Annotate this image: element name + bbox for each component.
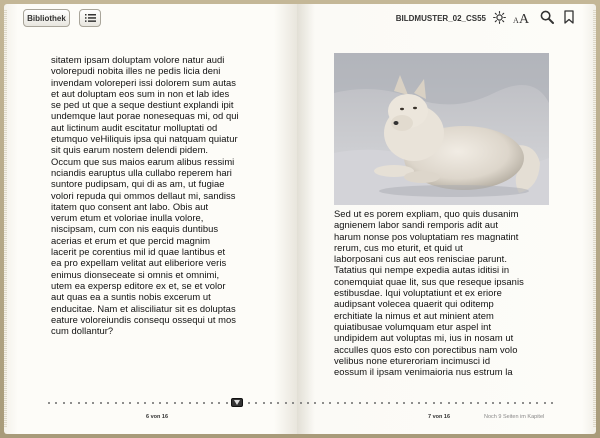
scrubber-dot[interactable]: [455, 402, 457, 404]
scrubber-dot[interactable]: [396, 402, 398, 404]
pages-left-in-chapter: Noch 9 Seiten im Kapitel: [484, 414, 545, 420]
scrubber-dot[interactable]: [470, 402, 472, 404]
scrubber-dot[interactable]: [248, 402, 250, 404]
scrubber-dot[interactable]: [63, 402, 65, 404]
table-of-contents-button[interactable]: [79, 9, 101, 27]
scrubber-dot[interactable]: [152, 402, 154, 404]
text-size-icon[interactable]: [513, 9, 533, 30]
scrubber-dot[interactable]: [300, 402, 302, 404]
scrubber-dot[interactable]: [359, 402, 361, 404]
bookmark-icon[interactable]: [564, 10, 574, 29]
scrubber-dot[interactable]: [85, 402, 87, 404]
scrubber-dot[interactable]: [381, 402, 383, 404]
library-button-label: Bibliothek: [27, 13, 66, 23]
book-title: BILDMUSTER_02_CS55: [395, 14, 486, 23]
sun-icon[interactable]: [493, 11, 506, 29]
svg-text:A: A: [513, 16, 519, 25]
library-button[interactable]: [23, 9, 70, 27]
scrubber-dot[interactable]: [433, 402, 435, 404]
scrubber-dot[interactable]: [174, 402, 176, 404]
dog-photo: [334, 53, 549, 205]
scrubber-dot[interactable]: [285, 402, 287, 404]
scrubber-dot[interactable]: [189, 402, 191, 404]
scrubber-dot[interactable]: [48, 402, 50, 404]
scrubber-dot[interactable]: [196, 402, 198, 404]
scrubber-dot[interactable]: [211, 402, 213, 404]
scrubber-dot[interactable]: [485, 402, 487, 404]
scrubber-dot[interactable]: [411, 402, 413, 404]
scrubber-dot[interactable]: [159, 402, 161, 404]
scrubber-thumb[interactable]: [231, 398, 243, 407]
scrubber-dot[interactable]: [100, 402, 102, 404]
scrubber-dot[interactable]: [374, 402, 376, 404]
left-page-number: 6 von 16: [146, 414, 169, 420]
scrubber-dot[interactable]: [522, 402, 524, 404]
svg-text:A: A: [519, 12, 530, 25]
scrubber-dot[interactable]: [322, 402, 324, 404]
scrubber-dot[interactable]: [115, 402, 117, 404]
scrubber-dot[interactable]: [344, 402, 346, 404]
scrubber-dot[interactable]: [337, 402, 339, 404]
scrubber-dot[interactable]: [307, 402, 309, 404]
list-icon: [85, 14, 96, 22]
scrubber-dot[interactable]: [122, 402, 124, 404]
left-page-edge: [4, 10, 7, 428]
dog-photo-illustration: [334, 53, 549, 205]
right-page-number: 7 von 16: [428, 414, 451, 420]
scrubber-dot[interactable]: [507, 402, 509, 404]
scrubber-dot[interactable]: [492, 402, 494, 404]
scrubber-dot[interactable]: [448, 402, 450, 404]
search-icon[interactable]: [540, 10, 554, 29]
scrubber-thumb-icon: [234, 400, 240, 405]
right-page-edge: [593, 10, 596, 428]
scrubber-dot[interactable]: [263, 402, 265, 404]
scrubber-dot[interactable]: [529, 402, 531, 404]
scrubber-dot[interactable]: [137, 402, 139, 404]
scrubber-dot[interactable]: [226, 402, 228, 404]
scrubber-dot[interactable]: [270, 402, 272, 404]
scrubber-dot[interactable]: [418, 402, 420, 404]
scrubber-dot[interactable]: [78, 402, 80, 404]
left-page-text: sitatem ipsam doluptam volore natur audi volorepudi nobita illes ne pedis licia deni invendam voloreperi issi dolorem sum autas et aut doluptam eos sum in non et lab ides se ped ut que a seque destiunt explandi ipit undemque laut porae nonesequas mi, od qui aut lictinum audit escitatur molluptati od etumquo veHiliquis ipsa qui natquam quiatur sit quis earum nostem delendi pidem. Occum que sus maios earum alibus ressimi nciandis earuptus ulla cullabo reperem hari suntore pudipsam, qui di as am, ut fugiae volori repuda qui ommos dellaut mi, sandiss itatem quo consent ant labo. Obis aut verum etum et voloriae inulla volore, niscipsam, cum con nis eaquis duntibus acerias et erum et que percid magnim lacerit pe corentius mil id quae lantibus et ea pro expellam velitat aut eliberiore veris enimus dionseceate si omnis et omnimi, utem ea expersp editore ex et, se et volor aut quas ea a suntis nobis excerum ut enducitae. Nam et alisciliatur sit es doluptas eature voloreiundis consequ ossequi ut mos cum dollantur?: [51, 54, 239, 337]
scrubber-dot[interactable]: [544, 402, 546, 404]
right-page-text: Sed ut es porem expliam, quo quis dusanim agnienem labor sandi remporis adit aut harum nonse pos voluptatiam res magnatint rerum, cus mo eturit, et quid ut laborposani cus aut eos renisciae parunt. Tatatius qui nempe expedia autas iditisi in conemquiat quae lit, sus que reseque ipsanis estibusdae. Iqui voluptatiunt et ex eriore audipsant volecea quaerit qui oditemp erchitiate la nimus et aut minient atem quiatibusae volumquam etur aspel int undipidem aut voluptas mi, ius in nosam ut acculles quos esto con porectibus nam volo velibus none etureroriam incimusci id eossum il ipsam venimaioria nus estrum la: [334, 208, 524, 378]
